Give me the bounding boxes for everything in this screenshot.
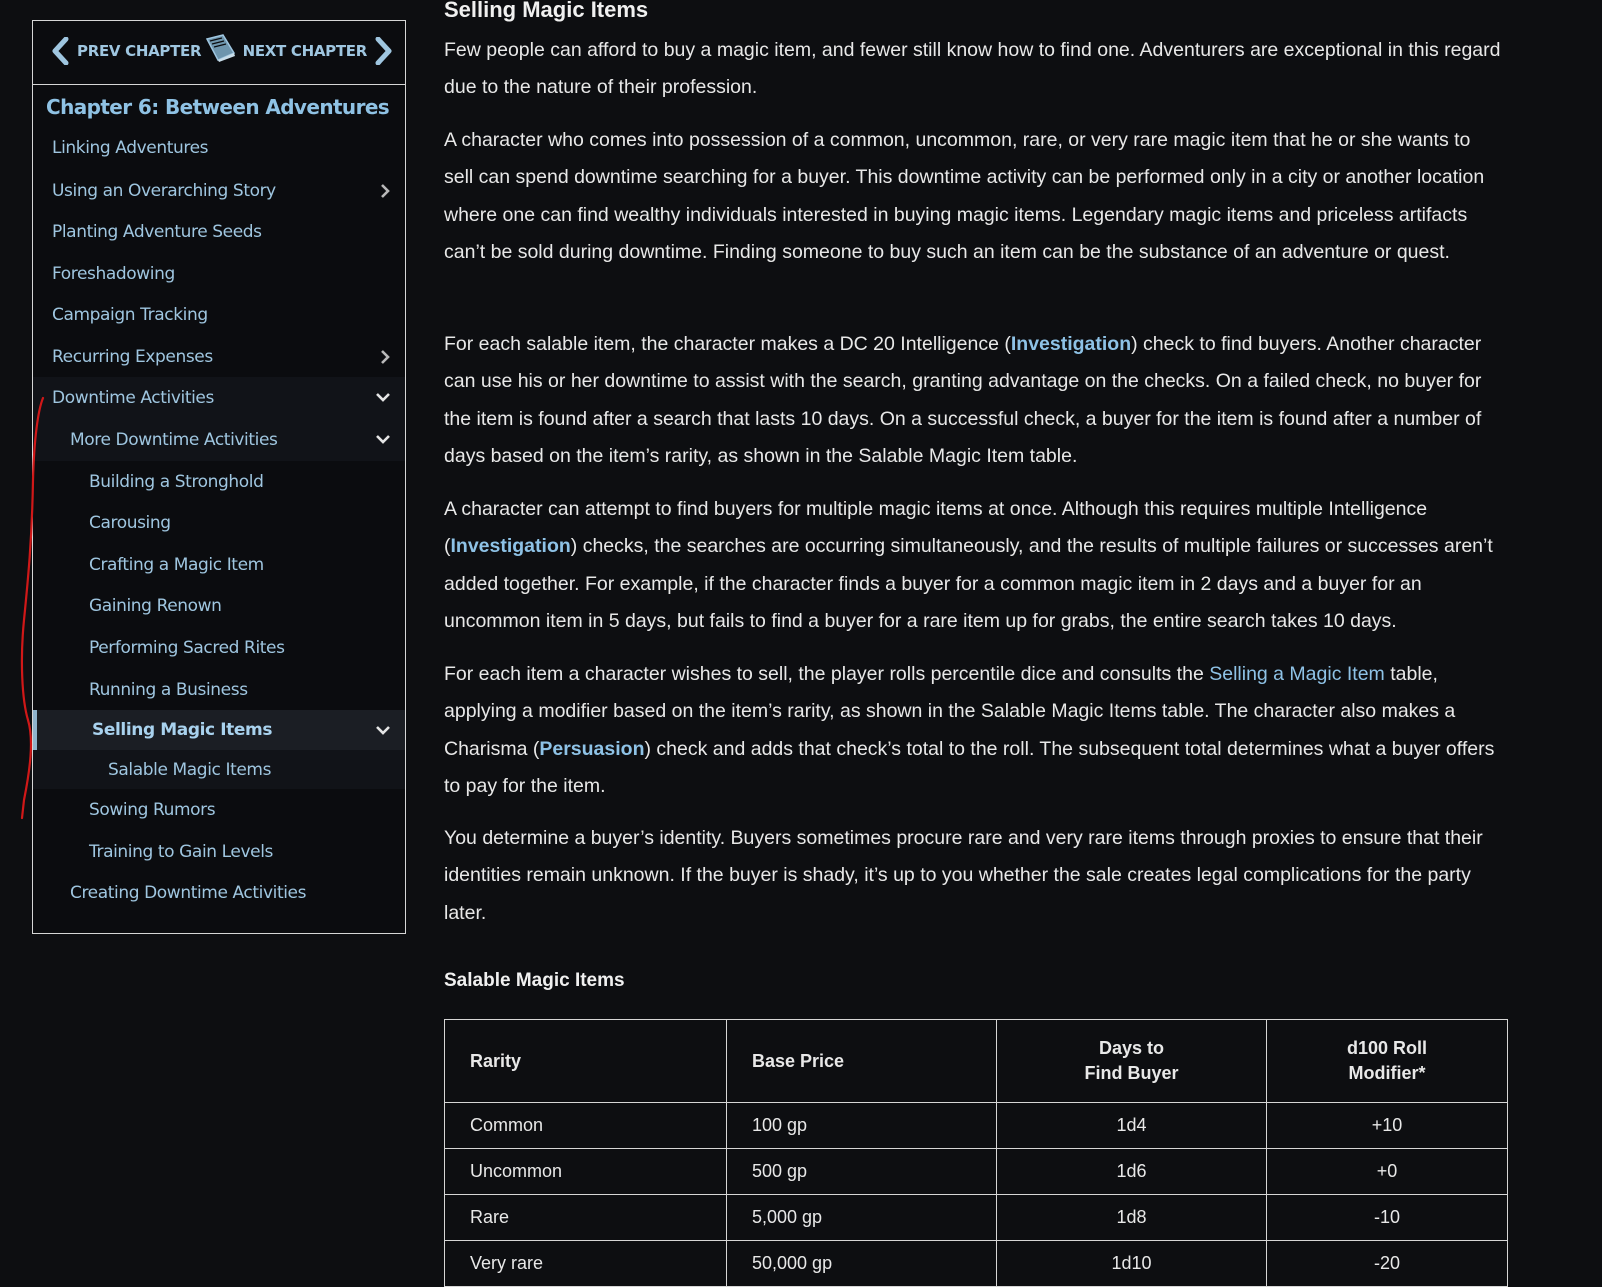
sidebar-item-label: More Downtime Activities [70, 430, 278, 450]
chapter-navigation [33, 21, 405, 85]
sidebar-item-label: Using an Overarching Story [52, 181, 276, 201]
cell-base-price: 5,000 gp [727, 1195, 997, 1241]
sidebar-item-label: Running a Business [89, 680, 248, 700]
sidebar-item-label: Downtime Activities [52, 388, 214, 408]
table-row [445, 1241, 1508, 1287]
sidebar-item-selling-magic-items[interactable] [33, 710, 405, 750]
paragraph-2: A character who comes into possession of a common, uncommon, rare, or very rare magic item that he or she wants to sell can spend downtime searching for a buyer. This downtime activity can be performed only in a city or another location where one can find wealthy individuals interested in buying magic items. Legendary magic items and priceless artifacts can’t be sold during downtime. Finding someone to buy such an item can be the substance of an adventure or quest. [444, 129, 1485, 263]
paragraph-6: You determine a buyer’s identity. Buyers sometimes procure rare and very rare items through proxies to ensure that their identities remain unknown. If the buyer is shady, it’s up to you whether the sale creates legal complications for the party later. [444, 827, 1483, 924]
text-run: ) checks, the searches are occurring simultaneously, and the results of multiple failures or successes aren’t added together. For example, if the character finds a buyer for a common magic item in 2 days and a buyer for an uncommon item in 5 days, but fails to find a buyer for a rare item up for grabs, the entire search takes 10 days. [444, 535, 1493, 632]
cell-modifier: +10 [1267, 1103, 1508, 1149]
sidebar-item-label: Creating Downtime Activities [70, 883, 307, 903]
sidebar-item-running-a-business[interactable] [33, 669, 405, 711]
table-row [445, 1103, 1508, 1149]
sidebar-item-planting-adventure-seeds[interactable] [33, 211, 405, 253]
sidebar-item-training-to-gain-levels[interactable] [33, 831, 405, 873]
chevron-right-icon [375, 37, 393, 65]
sidebar-item-carousing[interactable] [33, 502, 405, 544]
cell-base-price: 50,000 gp [727, 1241, 997, 1287]
chevron-left-icon [51, 37, 69, 65]
header-line: Modifier* [1348, 1063, 1426, 1083]
sidebar-item-label: Recurring Expenses [52, 347, 213, 367]
sidebar-item-performing-sacred-rites[interactable] [33, 627, 405, 669]
sidebar-item-label: Linking Adventures [52, 138, 209, 158]
sidebar-item-crafting-a-magic-item[interactable] [33, 544, 405, 586]
sidebar-item-downtime-activities[interactable] [33, 377, 405, 419]
sidebar-item-recurring-expenses[interactable] [33, 336, 405, 378]
chevron-right-icon[interactable] [379, 349, 391, 365]
cell-modifier: +0 [1267, 1149, 1508, 1195]
salable-magic-items-table [444, 1019, 1508, 1287]
sidebar-item-salable-magic-items[interactable] [33, 750, 405, 789]
sidebar-item-linking-adventures[interactable] [33, 127, 405, 169]
text-run: A character can attempt to find buyers for multiple magic items at once. Although this requires multiple Intelligence ( [444, 498, 1428, 558]
cell-rarity: Rare [445, 1195, 727, 1241]
cell-rarity: Common [445, 1103, 727, 1149]
header-line: Days to [1098, 1038, 1165, 1058]
paragraph-3 [444, 326, 1504, 475]
sidebar-item-label: Carousing [89, 513, 171, 533]
table-row [445, 1195, 1508, 1241]
col-header-modifier [1267, 1020, 1508, 1103]
persuasion-link[interactable]: Persuasion [539, 737, 645, 760]
sidebar-item-more-downtime-activities[interactable] [33, 419, 405, 461]
book-icon[interactable] [203, 33, 237, 63]
text-run: For each salable item, the character makes a DC 20 Intelligence ( [444, 333, 1011, 355]
chevron-down-icon[interactable] [375, 723, 391, 737]
page-title: Selling Magic Items [444, 0, 649, 22]
investigation-link[interactable]: Investigation [1010, 333, 1132, 355]
sidebar-item-label: Training to Gain Levels [89, 842, 273, 862]
cell-days: 1d4 [997, 1103, 1267, 1149]
sidebar-item-label: Building a Stronghold [89, 472, 264, 492]
selling-a-magic-item-link[interactable]: Selling a Magic Item [1209, 663, 1385, 685]
table-title: Salable Magic Items [444, 970, 625, 991]
sidebar-item-label: Planting Adventure Seeds [52, 222, 262, 242]
sidebar-item-label: Performing Sacred Rites [89, 638, 285, 658]
sidebar-item-label: Gaining Renown [89, 596, 222, 616]
next-chapter-button[interactable] [235, 37, 393, 65]
sidebar-item-label: Selling Magic Items [92, 720, 273, 740]
cell-days: 1d6 [997, 1149, 1267, 1195]
paragraph-5 [444, 656, 1504, 805]
sidebar-item-gaining-renown[interactable] [33, 585, 405, 627]
cell-days: 1d10 [997, 1241, 1267, 1287]
cell-days: 1d8 [997, 1195, 1267, 1241]
sidebar-item-sowing-rumors[interactable] [33, 789, 405, 831]
table-row [445, 1149, 1508, 1195]
chevron-down-icon[interactable] [375, 390, 391, 404]
cell-modifier: -10 [1267, 1195, 1508, 1241]
paragraph-4 [444, 491, 1504, 640]
col-header-days [997, 1020, 1267, 1103]
text-run: ) check to find buyers. Another character can use his or her downtime to assist with the search, granting advantage on the checks. On a failed check, no buyer for the item is found after a search that lasts 10 days. On a successful check, a buyer for the item is found after a number of days based on the item’s rarity, as shown in the Salable Magic Item table. [444, 333, 1482, 467]
sidebar-item-building-a-stronghold[interactable] [33, 461, 405, 503]
sidebar-item-creating-downtime-activities[interactable] [33, 872, 405, 914]
prev-chapter-label: PREV CHAPTER [77, 42, 202, 60]
text-run: table, applying a modifier based on the item’s rarity, as shown in the Salable Magic Items table. The character also makes a Charisma ( [444, 663, 1456, 760]
paragraph-1: Few people can afford to buy a magic item, and fewer still know how to find one. Adventurers are exceptional in this regard due to the nature of their profession. [444, 39, 1501, 99]
sidebar-item-label: Crafting a Magic Item [89, 555, 264, 575]
text-run: ) check and adds that check’s total to the roll. The subsequent total determines what a buyer offers to pay for the item. [444, 737, 1495, 797]
prev-chapter-button[interactable] [51, 37, 209, 65]
chevron-right-icon[interactable] [379, 183, 391, 199]
cell-modifier: -20 [1267, 1241, 1508, 1287]
cell-rarity: Uncommon [445, 1149, 727, 1195]
sidebar-item-label: Sowing Rumors [89, 800, 216, 820]
cell-rarity: Very rare [445, 1241, 727, 1287]
text-run: For each item a character wishes to sell, the player rolls percentile dice and consults the [444, 663, 1210, 685]
sidebar-item-label: Campaign Tracking [52, 305, 208, 325]
sidebar-item-label: Salable Magic Items [108, 759, 272, 780]
cell-base-price: 100 gp [727, 1103, 997, 1149]
chapter-title-link[interactable]: Chapter 6: Between Adventures [46, 95, 390, 119]
col-header-rarity: Rarity [445, 1020, 727, 1103]
header-line: Find Buyer [1084, 1063, 1179, 1083]
sidebar-item-campaign-tracking[interactable] [33, 294, 405, 336]
sidebar-item-using-an-overarching-story[interactable] [33, 170, 405, 212]
chevron-down-icon[interactable] [375, 432, 391, 446]
cell-base-price: 500 gp [727, 1149, 997, 1195]
chapter-sidebar [32, 20, 406, 934]
table-header-row [445, 1020, 1508, 1103]
sidebar-item-label: Foreshadowing [52, 264, 175, 284]
sidebar-item-foreshadowing[interactable] [33, 253, 405, 295]
header-line: d100 Roll [1346, 1038, 1428, 1058]
col-header-base-price: Base Price [727, 1020, 997, 1103]
investigation-link[interactable]: Investigation [450, 535, 571, 558]
next-chapter-label: NEXT CHAPTER [242, 42, 367, 60]
